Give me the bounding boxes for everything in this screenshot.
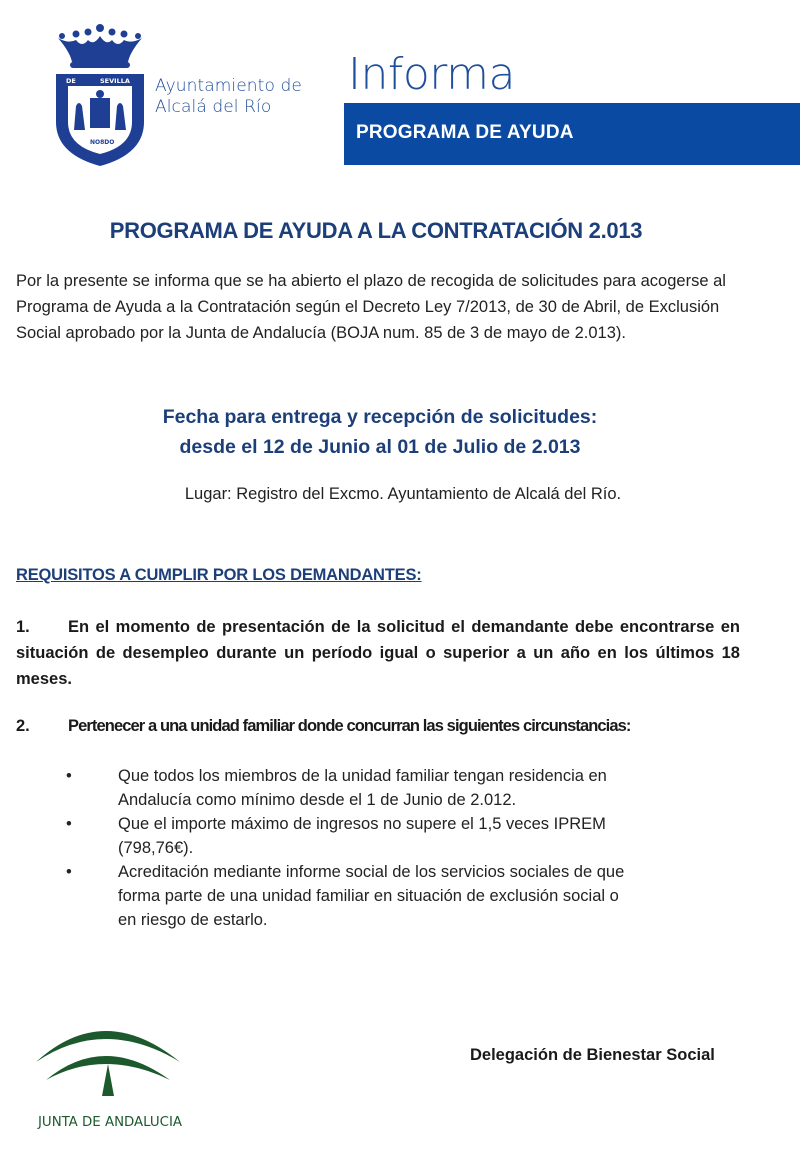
municipality-line-2: Alcalá del Río	[155, 97, 272, 117]
document-title: PROGRAMA DE AYUDA A LA CONTRATACIÓN 2.013	[109, 218, 643, 243]
requirement-text: Pertenecer a una unidad familiar donde concurran las siguientes circunstancias:	[68, 717, 631, 735]
informa-heading: Informa	[348, 49, 515, 100]
junta-logo-text: JUNTA DE ANDALUCIA	[36, 1115, 183, 1130]
list-item	[66, 812, 626, 860]
svg-text:DE: DE	[66, 77, 76, 85]
requirement-number: 2.	[16, 717, 30, 735]
bullet-icon: •	[66, 863, 72, 881]
circumstances-list	[66, 764, 626, 932]
dates-line-2: desde el 12 de Junio al 01 de Julio de 2.013	[179, 436, 581, 458]
requirement-item	[16, 614, 740, 692]
banner-text: PROGRAMA DE AYUDA	[356, 122, 574, 143]
bullet-icon: •	[66, 767, 72, 785]
crown-icon	[58, 24, 142, 68]
requirement-number: 1.	[16, 618, 30, 636]
list-item	[66, 860, 626, 932]
svg-text:NO8DO: NO8DO	[90, 139, 115, 146]
municipality-line-1: Ayuntamiento de	[155, 76, 302, 96]
svg-text:SEVILLA: SEVILLA	[100, 77, 130, 85]
municipality-name	[155, 76, 302, 118]
submission-dates	[0, 402, 760, 462]
delegation-signature: Delegación de Bienestar Social	[470, 1046, 715, 1064]
list-item-text: Acreditación mediante informe social de los servicios sociales de que forma parte de una unidad familiar en situación de exclusión social o en riesgo de estarlo.	[118, 863, 625, 929]
list-item-text: Que el importe máximo de ingresos no supere el 1,5 veces IPREM (798,76€).	[118, 815, 606, 857]
bullet-icon: •	[66, 815, 72, 833]
coat-of-arms-logo	[52, 22, 148, 168]
requirement-text: En el momento de presentación de la solicitud el demandante debe encontrarse en situación de desempleo durante un período igual o superior a un año en los últimos 18 meses.	[16, 618, 740, 688]
location-text: Lugar: Registro del Excmo. Ayuntamiento de Alcalá del Río.	[184, 485, 622, 503]
requirement-item	[16, 717, 740, 736]
intro-paragraph: Por la presente se informa que se ha abierto el plazo de recogida de solicitudes para acogerse al Programa de Ayuda a la Contratación según el Decreto Ley 7/2013, de 30 de Abril, de Exclusión Social aprobado por la Junta de Andalucía (BOJA num. 85 de 3 de mayo de 2.013).	[16, 272, 726, 342]
arches-icon	[36, 1031, 180, 1096]
requirements-heading: REQUISITOS A CUMPLIR POR LOS DEMANDANTES:	[16, 566, 422, 584]
junta-de-andalucia-logo	[34, 1022, 184, 1132]
dates-line-1: Fecha para entrega y recepción de solicitudes:	[162, 406, 598, 428]
list-item	[66, 764, 626, 812]
program-banner	[344, 103, 800, 165]
list-item-text: Que todos los miembros de la unidad familiar tengan residencia en Andalucía como mínimo desde el 1 de Junio de 2.012.	[118, 767, 607, 809]
